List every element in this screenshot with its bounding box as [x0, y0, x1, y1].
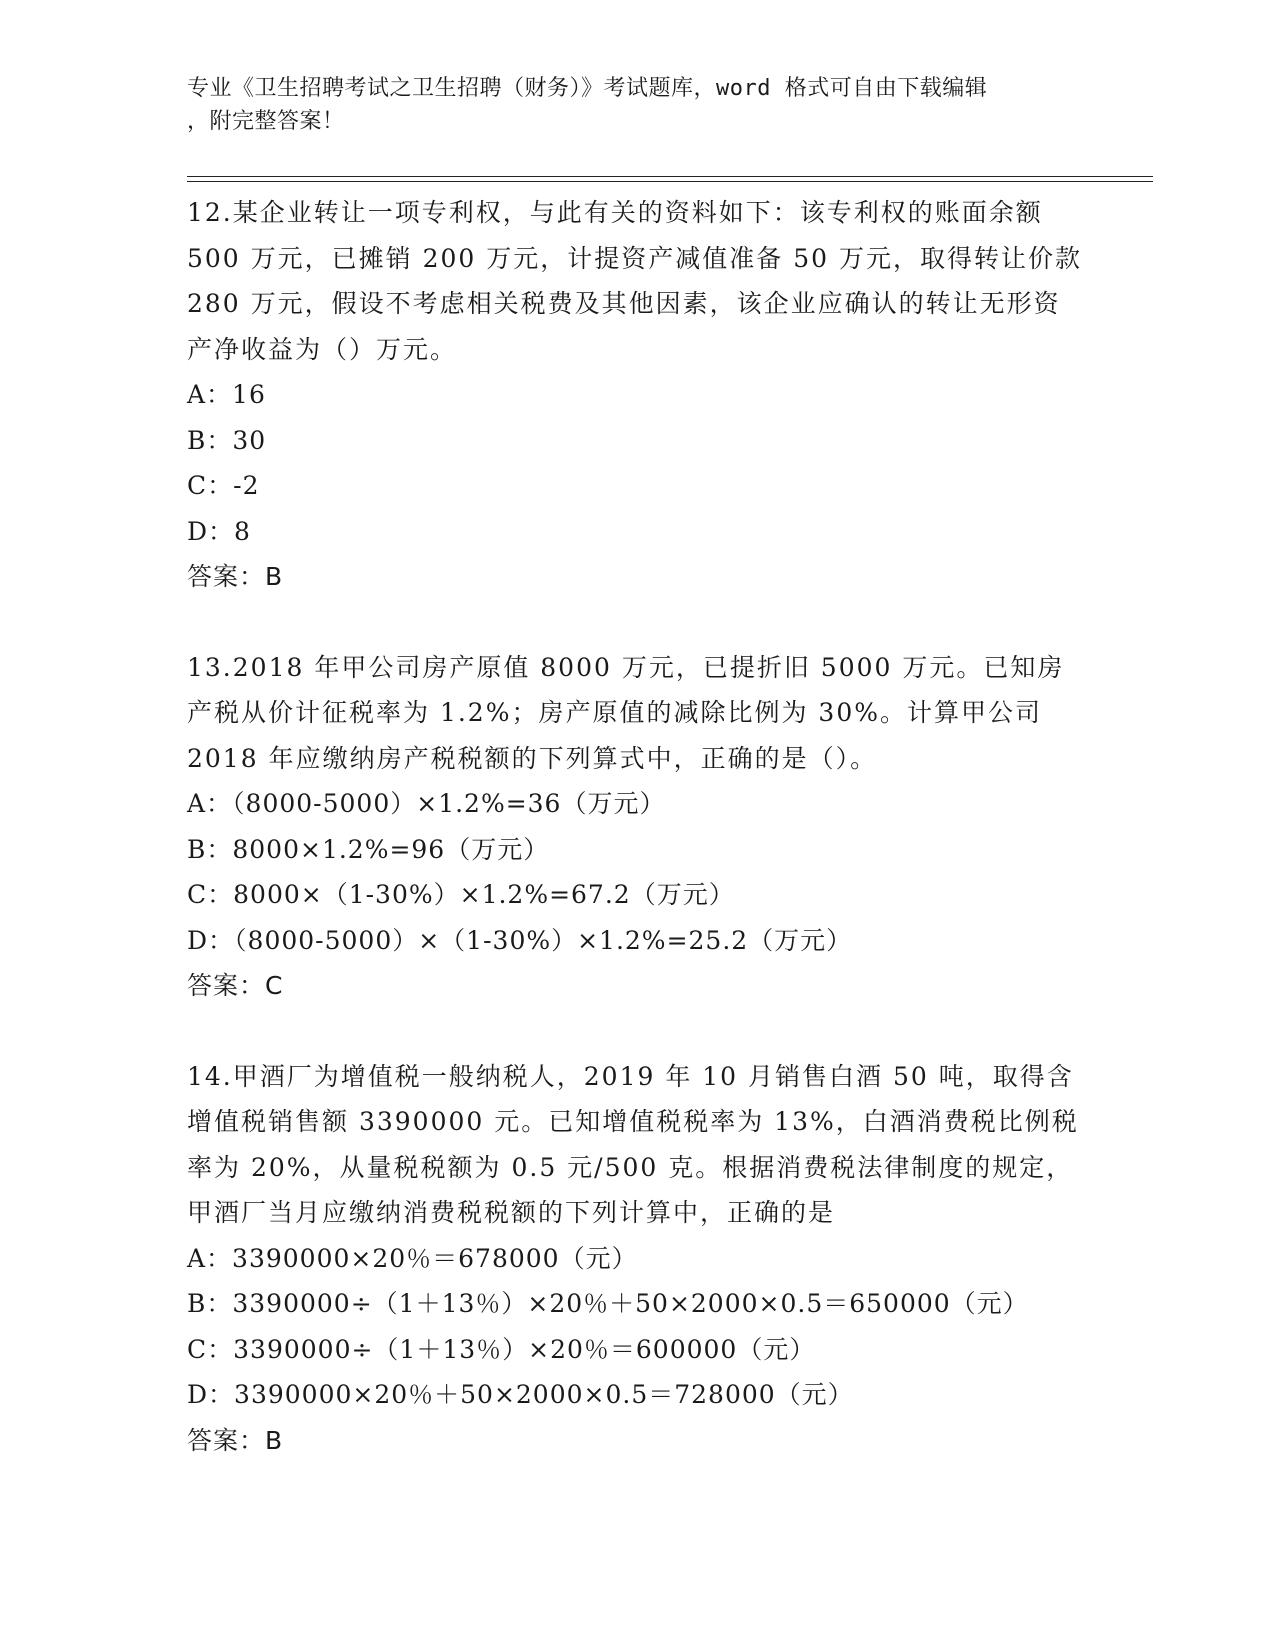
header-line-1: 专业《卫生招聘考试之卫生招聘（财务）》考试题库，word 格式可自由下载编辑 — [187, 76, 988, 101]
document-header — [187, 72, 1067, 138]
option-d: D：3390000×20％＋50×2000×0.5＝728000（元） — [187, 1380, 854, 1409]
question-text: 12.某企业转让一项专利权，与此有关的资料如下：该专利权的账面余额 500 万元，已摊销 200 万元，计提资产减值准备 50 万元，取得转让价款 280 万元，假设不考虑相关税费及其他因素，该企业应确认的转让无形资产净收益为（）万元。 — [187, 198, 1082, 364]
answer: 答案：C — [187, 971, 284, 1000]
answer: 答案：B — [187, 562, 284, 591]
header-divider-bottom — [187, 181, 1153, 182]
question-12 — [187, 190, 1087, 600]
question-14 — [187, 1054, 1087, 1464]
option-c: C：-2 — [187, 471, 260, 500]
question-list — [187, 190, 1087, 1463]
question-text: 14.甲酒厂为增值税一般纳税人，2019 年 10 月销售白酒 50 吨，取得含增值税销售额 3390000 元。已知增值税税率为 13%，白酒消费税比例税率为 20%，从量税税额为 0.5 元/500 克。根据消费税法律制度的规定，甲酒厂当月应缴纳消费税税额的下列计算中，正确的是 — [187, 1061, 1079, 1227]
spacer — [187, 1009, 1087, 1054]
header-line-2: ，附完整答案！ — [187, 109, 345, 134]
header-divider-top — [187, 176, 1153, 177]
option-a: A：16 — [187, 380, 266, 409]
spacer — [187, 600, 1087, 645]
option-b: B：30 — [187, 425, 267, 455]
option-b: B：8000×1.2%=96（万元） — [187, 834, 550, 864]
question-text: 13.2018 年甲公司房产原值 8000 万元，已提折旧 5000 万元。已知房产税从价计征税率为 1.2%；房产原值的减除比例为 30%。计算甲公司 2018 年应缴纳房产税税额的下列算式中，正确的是（）。 — [187, 652, 1065, 773]
option-c: C：3390000÷（1＋13％）×20％＝600000（元） — [187, 1334, 816, 1364]
option-d: D：（8000-5000）×（1-30%）×1.2%=25.2（万元） — [187, 925, 853, 955]
option-a: A：3390000×20％＝678000（元） — [187, 1243, 638, 1273]
option-c: C：8000×（1-30%）×1.2%=67.2（万元） — [187, 880, 735, 909]
option-d: D：8 — [187, 516, 251, 546]
question-13 — [187, 645, 1087, 1009]
answer: 答案：B — [187, 1425, 284, 1455]
option-b: B：3390000÷（1＋13％）×20％＋50×2000×0.5＝650000（元） — [187, 1289, 1029, 1318]
option-a: A：（8000-5000）×1.2%=36（万元） — [187, 789, 666, 818]
